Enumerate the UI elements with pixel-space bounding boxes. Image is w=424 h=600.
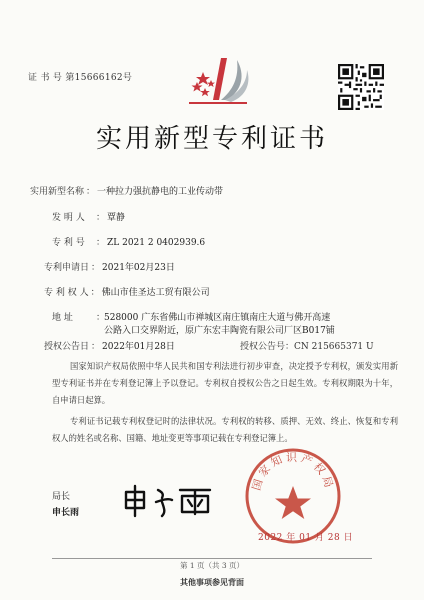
field-value: 2022年01月28日 bbox=[102, 342, 175, 352]
certificate-title: 实用新型专利证书 bbox=[95, 124, 328, 154]
field-address: 地 址 ： bbox=[52, 310, 107, 323]
director-title: 局长 bbox=[52, 492, 71, 502]
director-name: 申长雨 bbox=[52, 508, 80, 518]
qr-code-icon bbox=[338, 64, 384, 110]
field-patentee: 专 利 权 人 ： 佛山市佳圣达工贸有限公司 bbox=[44, 285, 210, 298]
field-value: 覃静 bbox=[107, 213, 126, 223]
field-value: ZL 2021 2 0402939.6 bbox=[107, 238, 206, 248]
field-label: 专 利 权 人 bbox=[44, 288, 89, 298]
body-paragraph: 国家知识产权局依照中华人民共和国专利法进行初步审查，决定授予专利权，颁发实用新型专利证书并在专利登记簿上予以登记。专利权自授权公告之日起生效。专利权期限为十年，自申请日起算。 bbox=[52, 361, 398, 405]
field-patent-number: 专 利 号 ： ZL 2021 2 0402939.6 bbox=[52, 235, 205, 248]
svg-text:国家知识产权局: 国家知识产权局 bbox=[249, 450, 337, 492]
footer-divider bbox=[52, 558, 372, 559]
field-label: 实用新型名称 bbox=[30, 187, 85, 197]
director-block bbox=[52, 489, 79, 521]
field-utility-model-name: 实用新型名称 ： 一种拉力强抗静电的工业传动带 bbox=[30, 184, 223, 197]
seal-date: 2022 年 01 月 28 日 bbox=[258, 533, 354, 543]
field-inventor: 发 明 人 ： 覃静 bbox=[52, 210, 125, 223]
body-text bbox=[52, 358, 398, 447]
field-grant-date: 授权公告日 ： 2022年01月28日 bbox=[44, 339, 175, 352]
field-value: 2021年02月23日 bbox=[102, 263, 175, 273]
field-application-date: 专利申请日 ： 2021年02月23日 bbox=[44, 260, 175, 273]
address-line-2: 公路入口交界附近，原广东宏丰陶瓷有限公司厂区B017铺 bbox=[104, 326, 335, 336]
field-label: 专 利 号 bbox=[52, 238, 85, 248]
body-paragraph: 专利证书记载专利权登记时的法律状况。专利权的转移、质押、无效、终止、恢复和专利权人的姓名或名称、国籍、地址变更等事项记载在专利登记簿上。 bbox=[52, 416, 398, 443]
notes-footer: 其他事项参见背面 bbox=[180, 577, 244, 587]
page-number: 第 1 页（共 3 页） bbox=[179, 561, 245, 570]
field-label: 地 址 bbox=[52, 313, 73, 323]
field-label: 发 明 人 bbox=[52, 213, 85, 223]
grant-publication-number: 授权公告号：CN 215665371 U bbox=[240, 342, 374, 352]
certificate-number: 证 书 号 第15666162号 bbox=[28, 73, 133, 83]
address-line-1: 528000 广东省佛山市禅城区南庄镇南庄大道与佛开高速 bbox=[104, 313, 331, 323]
field-label: 专利申请日 bbox=[44, 263, 90, 273]
field-value: 一种拉力强抗静电的工业传动带 bbox=[97, 187, 224, 197]
field-label: 授权公告日 bbox=[44, 342, 90, 352]
patent-office-emblem-icon bbox=[175, 50, 255, 108]
signature-icon bbox=[118, 482, 218, 518]
field-value: 佛山市佳圣达工贸有限公司 bbox=[101, 288, 210, 298]
